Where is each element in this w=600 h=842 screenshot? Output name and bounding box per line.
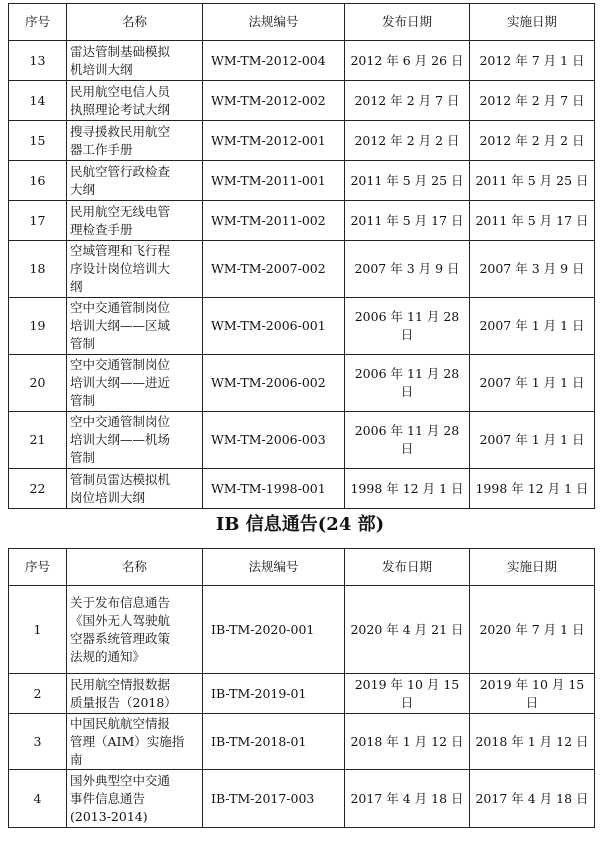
header-published: 发布日期 bbox=[345, 549, 470, 586]
cell-name-line: 管制员雷达模拟机 bbox=[70, 471, 171, 487]
cell-seq: 2 bbox=[9, 674, 67, 714]
table-row bbox=[9, 201, 595, 241]
cell-seq: 22 bbox=[9, 469, 67, 509]
cell-name-line: 事件信息通告 bbox=[70, 790, 146, 806]
cell-name-line: 管制 bbox=[70, 393, 96, 408]
table-row bbox=[9, 770, 595, 828]
cell-published: 2012 年 2 月 7 日 bbox=[345, 81, 470, 121]
cell-effective: 2018 年 1 月 12 日 bbox=[470, 714, 595, 770]
header-effective: 实施日期 bbox=[470, 549, 595, 586]
cell-name-line: 质量报告（2018） bbox=[70, 694, 177, 710]
cell-effective: 2019 年 10 月 15 日 bbox=[470, 674, 595, 714]
cell-seq: 18 bbox=[9, 241, 67, 298]
cell-code: WM-TM-2011-001 bbox=[203, 161, 345, 201]
cell-name-line: 《国外无人驾驶航 bbox=[70, 612, 171, 628]
cell-name-line: 管理（AIM）实施指 bbox=[70, 733, 185, 749]
cell-code: WM-TM-2006-002 bbox=[203, 355, 345, 412]
cell-published: 2020 年 4 月 21 日 bbox=[345, 586, 470, 674]
cell-code: WM-TM-2012-002 bbox=[203, 81, 345, 121]
cell-name-line: 岗位培训大纲 bbox=[70, 489, 146, 505]
cell-name-line: 纲 bbox=[70, 279, 83, 294]
section-title: IB 信息通告(24 部) bbox=[215, 514, 385, 535]
header-published: 发布日期 bbox=[345, 4, 470, 41]
cell-name-line: 民用航空无线电管 bbox=[70, 203, 171, 219]
table-row bbox=[9, 714, 595, 770]
table-header-row bbox=[9, 4, 595, 41]
cell-published: 2006 年 11 月 28 日 bbox=[345, 355, 470, 412]
cell-name bbox=[67, 586, 203, 674]
cell-name-line: 培训大纲——进近 bbox=[70, 375, 171, 390]
cell-seq: 4 bbox=[9, 770, 67, 828]
cell-name bbox=[67, 41, 203, 81]
table-header-row bbox=[9, 549, 595, 586]
cell-code: IB-TM-2017-003 bbox=[203, 770, 345, 828]
cell-name-line: 培训大纲——区域 bbox=[70, 318, 171, 333]
cell-seq: 16 bbox=[9, 161, 67, 201]
table-row bbox=[9, 41, 595, 81]
cell-name bbox=[67, 161, 203, 201]
cell-name bbox=[67, 674, 203, 714]
cell-code: WM-TM-2007-002 bbox=[203, 241, 345, 298]
cell-name-line: 关于发布信息通告 bbox=[70, 594, 171, 610]
cell-seq: 15 bbox=[9, 121, 67, 161]
table-row bbox=[9, 298, 595, 355]
cell-published: 2017 年 4 月 18 日 bbox=[345, 770, 470, 828]
cell-name-line: 空中交通管制岗位 bbox=[70, 357, 171, 372]
cell-code: WM-TM-2011-002 bbox=[203, 201, 345, 241]
cell-seq: 3 bbox=[9, 714, 67, 770]
cell-code: IB-TM-2019-01 bbox=[203, 674, 345, 714]
cell-effective: 2017 年 4 月 18 日 bbox=[470, 770, 595, 828]
cell-name-line: 南 bbox=[70, 751, 83, 767]
cell-published: 2018 年 1 月 12 日 bbox=[345, 714, 470, 770]
cell-name bbox=[67, 298, 203, 355]
cell-name-line: 机培训大纲 bbox=[70, 61, 133, 77]
cell-code: WM-TM-2012-004 bbox=[203, 41, 345, 81]
cell-code: WM-TM-2006-003 bbox=[203, 412, 345, 469]
cell-seq: 13 bbox=[9, 41, 67, 81]
cell-published: 1998 年 12 月 1 日 bbox=[345, 469, 470, 509]
cell-published: 2007 年 3 月 9 日 bbox=[345, 241, 470, 298]
cell-seq: 19 bbox=[9, 298, 67, 355]
cell-published: 2019 年 10 月 15 日 bbox=[345, 674, 470, 714]
table-row bbox=[9, 81, 595, 121]
cell-name bbox=[67, 121, 203, 161]
cell-code: IB-TM-2018-01 bbox=[203, 714, 345, 770]
cell-name-line: 管制 bbox=[70, 450, 96, 465]
regulation-table-wm bbox=[8, 3, 595, 509]
cell-published: 2011 年 5 月 25 日 bbox=[345, 161, 470, 201]
cell-name-line: (2013-2014) bbox=[70, 808, 148, 824]
cell-effective: 2012 年 2 月 2 日 bbox=[470, 121, 595, 161]
cell-name-line: 民用航空电信人员 bbox=[70, 83, 171, 99]
cell-effective: 2007 年 3 月 9 日 bbox=[470, 241, 595, 298]
table-row bbox=[9, 241, 595, 298]
cell-effective: 2011 年 5 月 17 日 bbox=[470, 201, 595, 241]
header-code: 法规编号 bbox=[203, 549, 345, 586]
table-row bbox=[9, 412, 595, 469]
table-row bbox=[9, 469, 595, 509]
cell-name-line: 空器系统管理政策 bbox=[70, 630, 171, 646]
table-row bbox=[9, 586, 595, 674]
table-row bbox=[9, 121, 595, 161]
cell-name-line: 执照理论考试大纲 bbox=[70, 101, 171, 117]
cell-seq: 17 bbox=[9, 201, 67, 241]
table-body bbox=[9, 586, 595, 828]
cell-name-line: 民用航空情报数据 bbox=[70, 676, 171, 692]
cell-effective: 2012 年 2 月 7 日 bbox=[470, 81, 595, 121]
cell-name-line: 法规的通知》 bbox=[70, 648, 146, 664]
cell-name-line: 培训大纲——机场 bbox=[70, 432, 171, 447]
cell-effective: 2007 年 1 月 1 日 bbox=[470, 355, 595, 412]
cell-name-line: 中国民航航空情报 bbox=[70, 715, 171, 731]
header-code: 法规编号 bbox=[203, 4, 345, 41]
cell-name-line: 国外典型空中交通 bbox=[70, 772, 171, 788]
cell-name-line: 雷达管制基础模拟 bbox=[70, 43, 171, 59]
cell-code: WM-TM-2006-001 bbox=[203, 298, 345, 355]
cell-code: WM-TM-2012-001 bbox=[203, 121, 345, 161]
cell-code: WM-TM-1998-001 bbox=[203, 469, 345, 509]
cell-name-line: 器工作手册 bbox=[70, 141, 133, 157]
cell-name bbox=[67, 81, 203, 121]
cell-published: 2011 年 5 月 17 日 bbox=[345, 201, 470, 241]
cell-seq: 1 bbox=[9, 586, 67, 674]
cell-name-line: 序设计岗位培训大 bbox=[70, 261, 171, 276]
cell-seq: 20 bbox=[9, 355, 67, 412]
cell-name-line: 理检查手册 bbox=[70, 221, 133, 237]
header-name: 名称 bbox=[67, 549, 203, 586]
table-row bbox=[9, 355, 595, 412]
cell-name bbox=[67, 412, 203, 469]
cell-name bbox=[67, 201, 203, 241]
cell-name bbox=[67, 469, 203, 509]
header-seq: 序号 bbox=[9, 4, 67, 41]
cell-published: 2006 年 11 月 28 日 bbox=[345, 298, 470, 355]
cell-seq: 21 bbox=[9, 412, 67, 469]
cell-name-line: 空域管理和飞行程 bbox=[70, 243, 171, 258]
cell-name bbox=[67, 770, 203, 828]
regulation-table-ib bbox=[8, 548, 595, 828]
cell-effective: 2007 年 1 月 1 日 bbox=[470, 412, 595, 469]
cell-name bbox=[67, 714, 203, 770]
cell-published: 2012 年 2 月 2 日 bbox=[345, 121, 470, 161]
cell-name-line: 空中交通管制岗位 bbox=[70, 300, 171, 315]
header-name: 名称 bbox=[67, 4, 203, 41]
cell-name-line: 空中交通管制岗位 bbox=[70, 414, 171, 429]
table-body bbox=[9, 41, 595, 509]
cell-effective: 2020 年 7 月 1 日 bbox=[470, 586, 595, 674]
table-row bbox=[9, 674, 595, 714]
header-seq: 序号 bbox=[9, 549, 67, 586]
cell-name-line: 大纲 bbox=[70, 181, 96, 197]
cell-name bbox=[67, 355, 203, 412]
table-row bbox=[9, 161, 595, 201]
cell-code: IB-TM-2020-001 bbox=[203, 586, 345, 674]
cell-seq: 14 bbox=[9, 81, 67, 121]
cell-name-line: 搜寻援救民用航空 bbox=[70, 123, 171, 139]
cell-name-line: 管制 bbox=[70, 336, 96, 351]
cell-effective: 2007 年 1 月 1 日 bbox=[470, 298, 595, 355]
cell-effective: 1998 年 12 月 1 日 bbox=[470, 469, 595, 509]
cell-name bbox=[67, 241, 203, 298]
cell-name-line: 民航空管行政检查 bbox=[70, 163, 171, 179]
cell-effective: 2011 年 5 月 25 日 bbox=[470, 161, 595, 201]
header-effective: 实施日期 bbox=[470, 4, 595, 41]
cell-published: 2006 年 11 月 28 日 bbox=[345, 412, 470, 469]
cell-effective: 2012 年 7 月 1 日 bbox=[470, 41, 595, 81]
cell-published: 2012 年 6 月 26 日 bbox=[345, 41, 470, 81]
